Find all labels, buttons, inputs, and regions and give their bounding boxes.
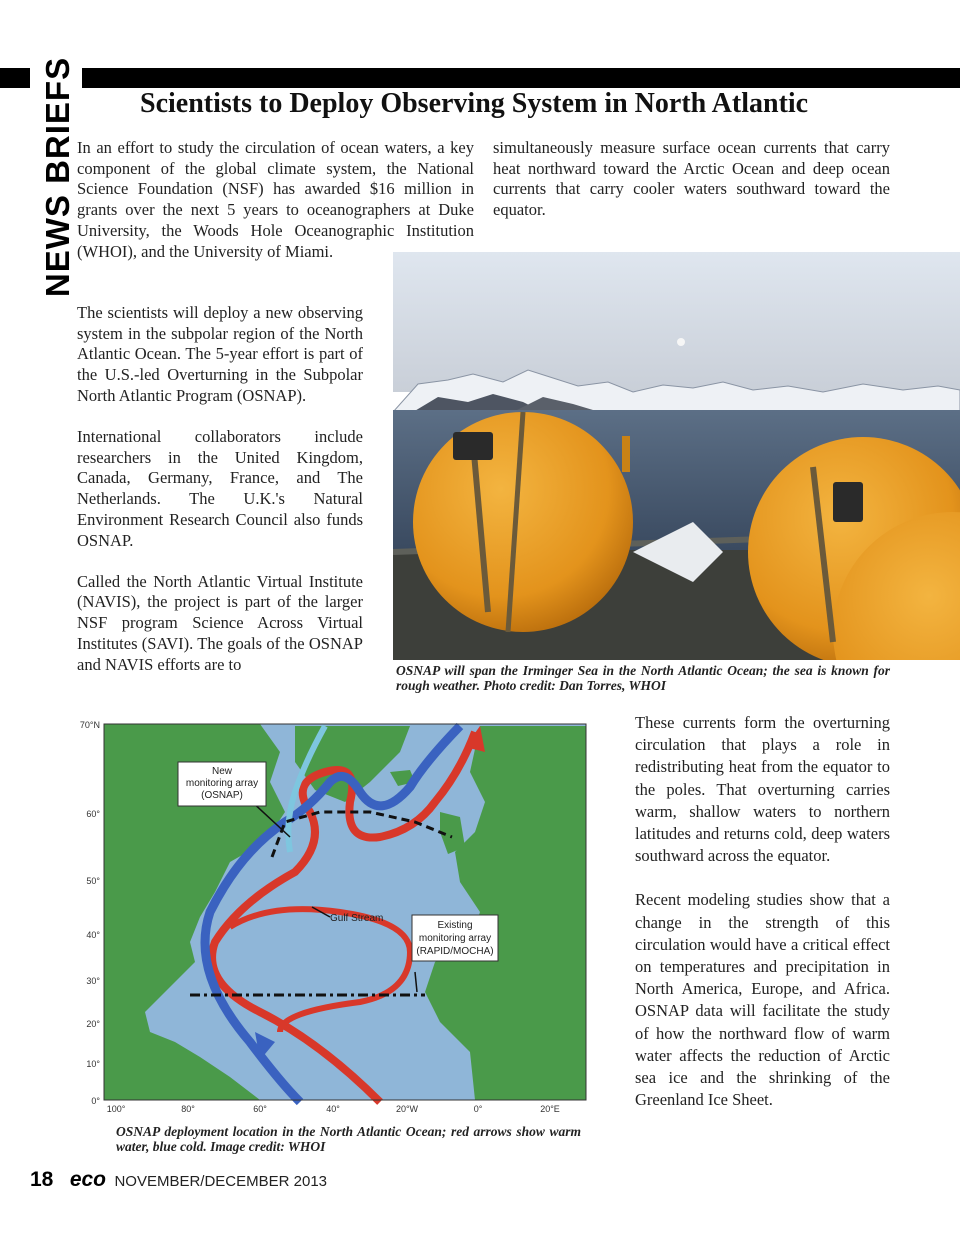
page-number: 18 — [30, 1168, 54, 1191]
lon-tick: 60° — [253, 1104, 267, 1114]
lon-tick: 40° — [326, 1104, 340, 1114]
lat-tick: 10° — [86, 1059, 100, 1069]
lat-tick: 40° — [86, 930, 100, 940]
buoy-photo — [393, 252, 960, 660]
column-2 — [493, 138, 890, 241]
column-3 — [635, 712, 890, 1133]
article-title: Scientists to Deploy Observing System in North Atlantic — [140, 88, 809, 119]
lon-tick: 20°E — [540, 1104, 560, 1114]
lat-tick: 0° — [91, 1096, 100, 1106]
paragraph-intro: In an effort to study the circulation of ocean waters, a key component of the global climate system, the National Science Foundation (NSF) has awarded $16 million in grants over the next 5 years to oceanographers at Duke University, the Woods Hole Oceanographic Institution (WHOI), and the University of Miami. — [77, 138, 474, 261]
section-label — [30, 36, 82, 326]
page-footer — [30, 1168, 327, 1192]
lon-tick: 80° — [181, 1104, 195, 1114]
lon-tick: 100° — [106, 1104, 126, 1114]
osnap-label-line: monitoring array — [185, 778, 259, 789]
issue-date: NOVEMBER/DECEMBER 2013 — [114, 1173, 328, 1190]
map-caption: OSNAP deployment location in the North Atlantic Ocean; red arrows show warm water, blue cold. Image credit: WHOI — [116, 1124, 581, 1154]
lon-tick: 0° — [473, 1104, 483, 1114]
lon-tick: 20°W — [395, 1104, 419, 1114]
section-bar — [0, 68, 960, 88]
lat-tick: 60° — [86, 809, 100, 819]
photo-caption: OSNAP will span the Irminger Sea in the North Atlantic Ocean; the sea is known for rough weather. Photo credit: Dan Torres, WHOI — [396, 663, 890, 693]
lat-tick: 70°N — [80, 720, 100, 730]
paragraph: These currents form the overturning circulation that plays a role in redistributing heat from the equator to the poles. That overturning carries warm, shallow waters to northern latitudes and returns cold, deep waters southward across the equator. — [635, 713, 890, 866]
paragraph: Recent modeling studies show that a change in the strength of this circulation would have a critical effect on temperatures and precipitation in North America, Europe, and Africa. OSNAP data will facilitate the study of how the northward flow of warm water affects the reduction of Arctic sea ice and the shrinking of the Greenland Ice Sheet. — [635, 890, 890, 1110]
osnap-label-line: New — [211, 766, 233, 777]
lat-tick: 50° — [86, 876, 100, 886]
section-label-text: NEWS BRIEFS — [39, 56, 76, 298]
gulf-stream-label: Gulf Stream — [330, 913, 384, 924]
rapid-label-line: Existing — [437, 920, 473, 931]
rapid-label-line: monitoring array — [418, 933, 492, 944]
paragraph: The scientists will deploy a new observing system in the subpolar region of the North Atlantic Ocean. The 5-year effort is part of the U.S.-led Overturning in the Subpolar North Atlantic Program (OSNAP). — [77, 303, 363, 405]
rapid-label-line: (RAPID/MOCHA) — [416, 946, 494, 957]
magazine-name: eco — [69, 1168, 106, 1191]
paragraph: simultaneously measure surface ocean currents that carry heat northward toward the Arctic Ocean and deep ocean currents that carry cooler waters southward toward the equator. — [493, 138, 890, 220]
column-1 — [77, 303, 363, 696]
paragraph: International collaborators include researchers in the United Kingdom, Canada, Germany, France, and The Netherlands. The U.K.'s Natural Environment Research Council also funds OSNAP. — [77, 427, 363, 550]
lat-tick: 20° — [86, 1019, 100, 1029]
paragraph: Called the North Atlantic Virtual Institute (NAVIS), the project is part of the larger NSF program Science Across Virtual Institutes (SAVI). The goals of the OSNAP and NAVIS efforts are to — [77, 571, 363, 674]
lat-tick: 30° — [86, 976, 100, 986]
osnap-label-line: (OSNAP) — [201, 790, 243, 801]
circulation-map — [80, 712, 600, 1120]
